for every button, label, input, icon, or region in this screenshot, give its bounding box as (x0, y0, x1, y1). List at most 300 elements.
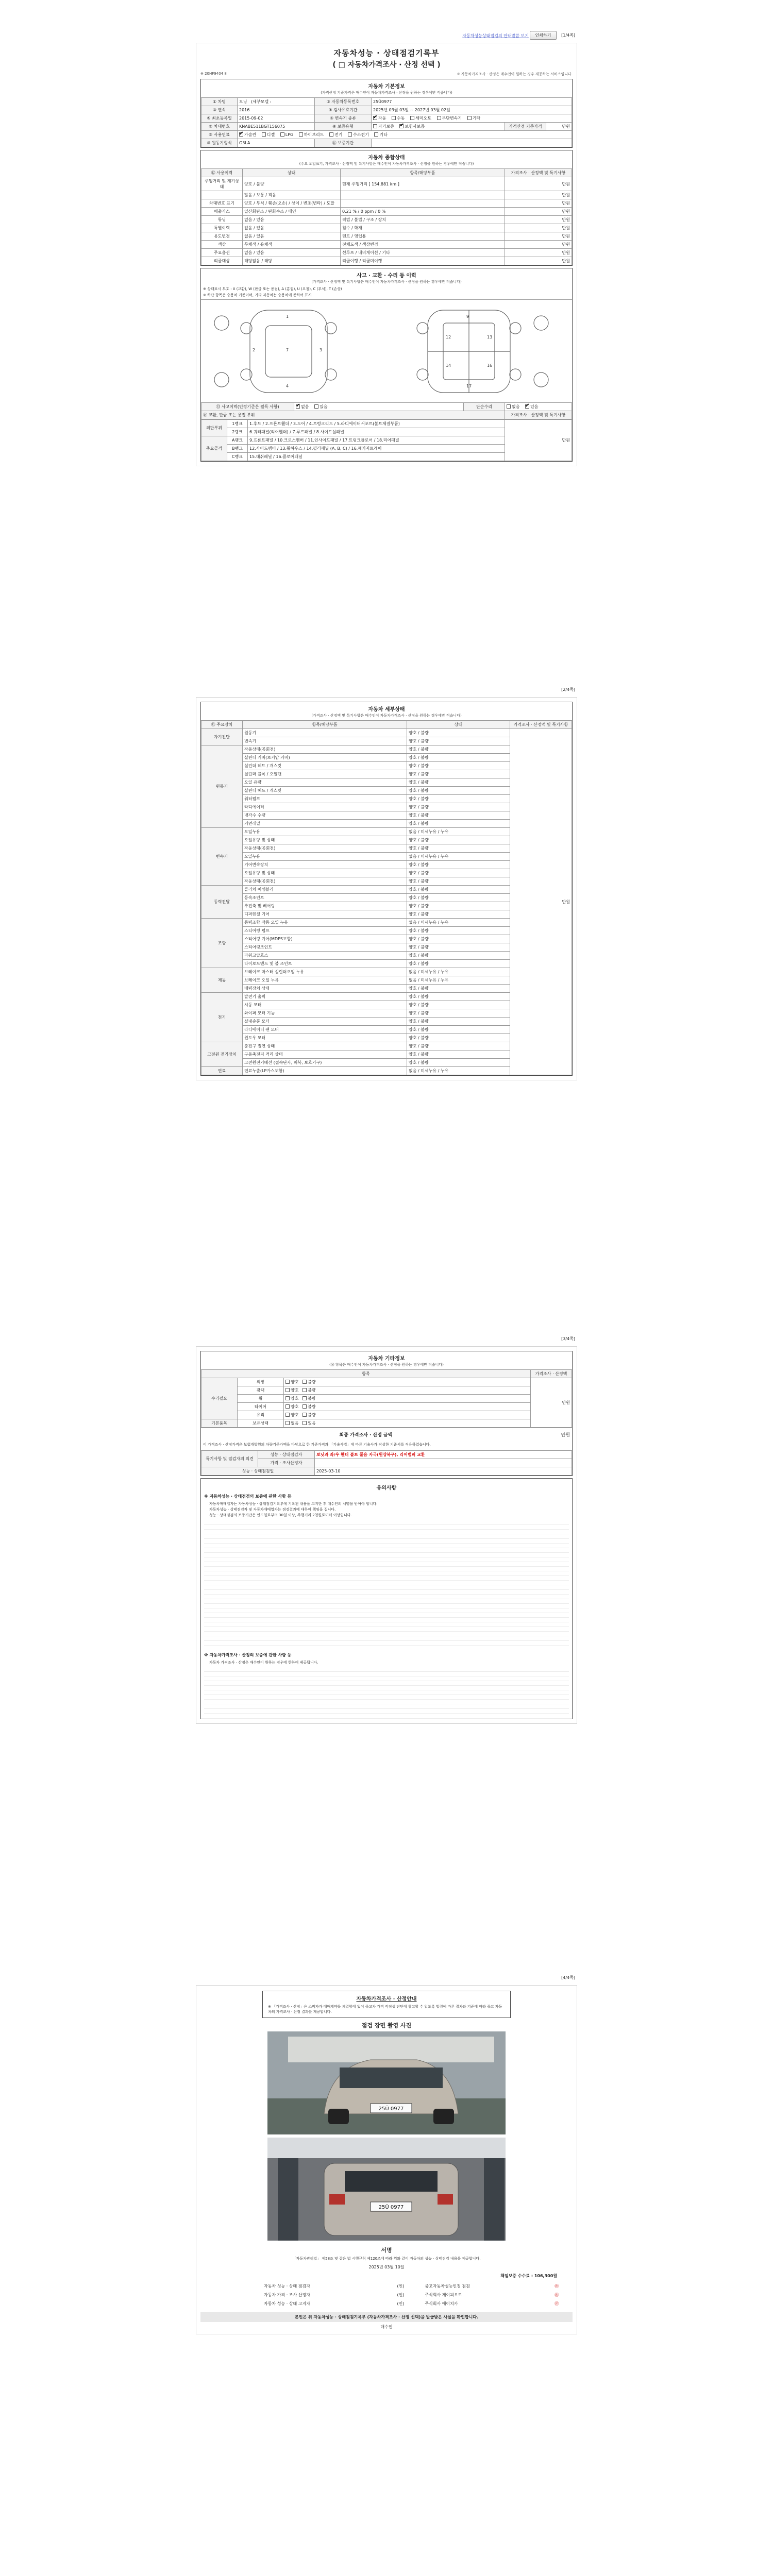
detail-group-label: 변속기 (201, 828, 243, 886)
checkbox-insurance-warranty[interactable] (399, 124, 404, 128)
detail-item-state[interactable]: 양호 / 불량 (407, 737, 510, 745)
status-note: (주요 오일표기, 가격조사 · 산정액 및 특기사항은 매수인이 자동차가격조사 · 산정을 원하는 경우에만 적습니다) (299, 162, 474, 166)
detail-item-state[interactable]: 양호 / 불량 (407, 869, 510, 877)
other-row-options: 양호 불량 (284, 1395, 531, 1403)
detail-item-state[interactable]: 없음 / 미세누유 / 누유 (407, 1067, 510, 1075)
photo-area (267, 2031, 506, 2241)
special-label: 특기사항 및 점검자의 의견 (201, 1451, 258, 1467)
basic-info-section (200, 79, 573, 148)
other-col-price: 가격조사 · 산정액 (531, 1370, 572, 1378)
detail-item-state[interactable]: 양호 / 불량 (407, 910, 510, 919)
detail-item-label: 타이로드엔드 및 볼 조인트 (243, 960, 407, 968)
checkbox-electric[interactable] (329, 132, 333, 137)
car-name-label: ① 차명 (201, 98, 238, 106)
signer-mark: (인) (397, 2293, 405, 2297)
checkbox-bad[interactable] (303, 1396, 307, 1400)
page-2-topbar (196, 683, 577, 697)
first-reg-label: ⑤ 최초등록일 (201, 114, 238, 123)
document-note: ※ 자동차가격조사 · 산정은 매수인이 원하는 경우 제공하는 서비스임니다. (457, 72, 573, 76)
signer-company: 주식회사 제이피오토 (425, 2293, 462, 2297)
simple-repair-label: 단순수리 (464, 403, 505, 411)
car-diagram-svg (201, 300, 572, 403)
confirmation-footer: 본인은 위 자동차성능 · 상태점검기록부 (자동차가격조사 · 산정 선택)을 발급받은 사실을 확인합니다. (200, 2312, 573, 2322)
special-table (201, 1450, 572, 1476)
checkbox-semi[interactable] (410, 116, 414, 120)
checkbox-good[interactable] (285, 1404, 290, 1409)
svg-text:14: 14 (446, 363, 451, 368)
sign-text: 「자동차관리법」 제58조 및 같은 법 시행규칙 제120조에 따라 위와 같이 자동차의 성능 · 상태점검 내용을 제공합니다. (292, 2257, 481, 2261)
photo-rear-car (267, 2138, 506, 2241)
rank-1: 1랭크 (227, 420, 248, 428)
status-row-state: 없음 / 있음 (243, 216, 341, 224)
accident-history-options: ✔ 없음 있음 (294, 403, 464, 411)
other-row-label: 외장 (238, 1378, 284, 1386)
svg-text:1: 1 (286, 314, 289, 319)
year-label: ③ 연식 (201, 106, 238, 114)
detail-item-label: 디퍼렌셜 기어 (243, 910, 407, 919)
checkbox-good[interactable] (285, 1388, 290, 1392)
detail-item-state[interactable]: 양호 / 불량 (407, 811, 510, 820)
other-col-item: 항목 (201, 1370, 531, 1378)
status-row (201, 249, 572, 257)
accident-section (200, 268, 573, 462)
car-diagram (201, 299, 572, 402)
detail-item-label: 라디에이터 (243, 803, 407, 811)
page-1 (196, 28, 577, 466)
checkbox-repair[interactable] (525, 404, 529, 409)
other-row-options: 양호 불량 (284, 1403, 531, 1411)
detail-item-state[interactable]: 양호 / 불량 (407, 1034, 510, 1042)
document-subtitle: ( □ 자동차가격조사 · 산정 선택 ) (332, 61, 441, 69)
status-row-unit: 만원 (505, 216, 572, 224)
detail-item-label: 오일유량 및 상태 (243, 836, 407, 844)
detail-item-label: 고전원전기배선 (접속단자, 피복, 보호기구) (243, 1059, 407, 1067)
basic-info-table (201, 97, 572, 147)
detail-group-label: 전기 (201, 993, 243, 1042)
other-row-label: 유리 (238, 1411, 284, 1419)
parts-unit: 만원 (505, 420, 572, 461)
detail-group-label: 동력전달 (201, 886, 243, 919)
detail-item-state[interactable]: 양호 / 불량 (407, 993, 510, 1001)
warranty-options: 자가보증 ✔ 보험사보증 (372, 123, 505, 131)
vin-value: KNABE511BGT156075 (238, 123, 315, 131)
detail-item-state[interactable]: 양호 / 불량 (407, 1018, 510, 1026)
engine-value: G3LA (238, 139, 315, 147)
detail-item-label: 라디에이터 팬 모터 (243, 1026, 407, 1034)
photo-rear-plate: 25Ü 0977 (378, 2205, 404, 2210)
svg-text:9: 9 (466, 314, 469, 319)
signer-role: 자동차 성능 · 상태 점검자 (264, 2284, 310, 2289)
signer-role: 자동차 가격 · 조사 산정자 (264, 2293, 310, 2297)
checkbox-good[interactable] (285, 1413, 290, 1417)
status-row-item: 침수 / 화재 (341, 224, 505, 232)
status-row-label: 배출가스 (201, 208, 243, 216)
status-row-label: 리콜대상 (201, 257, 243, 265)
guide-link[interactable]: 자동차성능상태점검의 안내말씀 보기 (462, 33, 529, 38)
checkbox-hybrid[interactable] (299, 132, 303, 137)
detail-item-state[interactable]: 양호 / 불량 (407, 745, 510, 754)
detail-group-label: 고전원 전기장치 (201, 1042, 243, 1067)
detail-item-state[interactable]: 양호 / 불량 (407, 877, 510, 886)
svg-text:12: 12 (446, 335, 451, 340)
checkbox-cvt[interactable] (437, 116, 441, 120)
final-price-desc: 이 가격조사 · 산정가격은 보험개발원의 차량기준가액을 바탕으로 한 기준가격과 「기술사법」에 따른 기술사가 작성한 기준서를 적용하였습니다. (203, 1443, 431, 1447)
status-table (201, 168, 572, 265)
detail-item-label: 실린더 헤드 / 개스킷 (243, 762, 407, 770)
warranty-period-value (372, 139, 572, 147)
detail-item-label: 작동상태(공회전) (243, 844, 407, 853)
checkbox-accident[interactable] (314, 404, 318, 409)
status-row-unit: 만원 (505, 232, 572, 241)
status-row (201, 208, 572, 216)
final-price-unit: 만원 (561, 1433, 570, 1438)
checkbox-fuel-other[interactable] (374, 132, 378, 137)
detail-item-label: 스티어링 펌프 (243, 927, 407, 935)
detail-item-label: 오일누유 (243, 853, 407, 861)
svg-text:13: 13 (487, 335, 493, 340)
detail-item-label: 클러치 어셈블리 (243, 886, 407, 894)
year-value: 2016 (238, 106, 315, 114)
signer-company: 주식회사 에이치카 (425, 2301, 458, 2306)
detail-item-state[interactable]: 양호 / 불량 (407, 902, 510, 910)
status-row-label: 색상 (201, 241, 243, 249)
svg-text:3: 3 (320, 348, 323, 352)
photo-title: 점검 장면 촬영 사진 (361, 2022, 412, 2029)
detail-group-label: 자기진단 (201, 729, 243, 745)
basic-info-note: (가격산정 기준가격은 매수인이 자동차가격조사 · 산정을 원하는 경우에만 적습니다) (321, 91, 452, 95)
detail-item-state[interactable]: 양호 / 불량 (407, 935, 510, 943)
detail-item-state[interactable]: 양호 / 불량 (407, 952, 510, 960)
outer-parts-1: 1.후드 / 2.프론트휀더 / 3.도어 / 4.트렁크리드 / 5.라디에이터서포트(볼트체결부품) (248, 420, 505, 428)
status-header-item: 항목/해당부품 (341, 169, 505, 177)
other-row-options: 양호 불량 (284, 1411, 531, 1419)
checkbox-has[interactable] (303, 1421, 307, 1425)
checkbox-good[interactable] (285, 1396, 290, 1400)
appraisal-guide-title: 자동차가격조사 · 산정안내 (356, 1996, 417, 2002)
detail-item-state[interactable]: 양호 / 불량 (407, 803, 510, 811)
status-row-unit: 만원 (505, 257, 572, 265)
frame-parts-a: 9.프론트패널 / 10.크로스멤버 / 11.인사이드패널 / 17.트렁크플로어 / 18.리어패널 (248, 436, 505, 445)
status-row-unit: 만원 (505, 208, 572, 216)
signer-role: 자동차 성능 · 상태 고지자 (264, 2301, 310, 2306)
checkbox-diesel[interactable] (262, 132, 266, 137)
detail-item-state[interactable]: 양호 / 불량 (407, 795, 510, 803)
status-title: 자동차 종합상태 (368, 155, 405, 161)
special-appraiser-label: 가격 · 조사산정자 (258, 1459, 315, 1467)
status-row (201, 232, 572, 241)
signer-mark: (인) (397, 2301, 405, 2306)
rank-c: C랭크 (227, 453, 248, 461)
detail-item-label: 구동축전지 격리 상태 (243, 1050, 407, 1059)
detail-item-state[interactable]: 양호 / 불량 (407, 861, 510, 869)
detail-item-state[interactable]: 양호 / 불량 (407, 943, 510, 952)
status-row (201, 199, 572, 208)
detail-item-state[interactable]: 없음 / 미세누유 / 누유 (407, 828, 510, 836)
detail-item-label: 실린더 블록 / 오일팬 (243, 770, 407, 778)
checkbox-bad[interactable] (303, 1413, 307, 1417)
detail-item-state[interactable]: 양호 / 불량 (407, 836, 510, 844)
inspect-value: 2025년 03월 03일 ~ 2027년 03월 02일 (372, 106, 572, 114)
detail-item-label: 변속기 (243, 737, 407, 745)
other-row-label: 보유상태 (238, 1419, 284, 1428)
checkbox-manual[interactable] (392, 116, 396, 120)
detail-item-state[interactable]: 양호 / 불량 (407, 754, 510, 762)
page-4-topbar (196, 1971, 577, 1985)
detail-item-state[interactable]: 없음 / 미세누유 / 누유 (407, 919, 510, 927)
appraisal-guide-text: ※ 「가격조사 · 산정」은 소비자가 매매계약을 체결함에 있어 중고차 가격 적정성 판단에 참고할 수 있도록 법령에 따른 절차와 기준에 따라 중고 자동차의 가격조사 · 산정 결과를 제공합니다. (268, 2005, 502, 2014)
detail-item-state[interactable]: 양호 / 불량 (407, 1009, 510, 1018)
detail-item-state[interactable]: 양호 / 불량 (407, 1042, 510, 1050)
page-number: [3/4쪽] (561, 1336, 575, 1341)
other-info-note: (⑯ 항목은 매수인이 자동차가격조사 · 산정을 원하는 경우에만 적습니다) (329, 1363, 444, 1367)
detail-item-state[interactable]: 양호 / 불량 (407, 820, 510, 828)
detail-item-label: 브레이크 오일 누유 (243, 976, 407, 985)
svg-text:16: 16 (487, 363, 493, 368)
svg-text:7: 7 (286, 348, 289, 352)
detail-item-state[interactable]: 양호 / 불량 (407, 729, 510, 737)
price-unit: 만원 (546, 123, 572, 131)
status-row-unit: 만원 (505, 191, 572, 199)
status-row (201, 191, 572, 199)
checkbox-lpg[interactable] (280, 132, 284, 137)
page-2 (196, 683, 577, 1080)
checkbox-hydrogen[interactable] (348, 132, 352, 137)
notice-item: 성능 · 상태점검의 보증기간은 인도일로부터 30일 이상, 주행거리 2천킬로미터 이상입니다. (209, 1513, 352, 1517)
status-section (200, 150, 573, 266)
page-4 (196, 1971, 577, 2334)
status-row-label: 용도변경 (201, 232, 243, 241)
detail-group-label: 원동기 (201, 745, 243, 828)
detail-item-label: 기어변속장치 (243, 861, 407, 869)
other-row-options: 양호 불량 (284, 1386, 531, 1395)
other-row-label: 휠 (238, 1395, 284, 1403)
inspection-date-value: 2025-03-10 (315, 1467, 572, 1476)
detail-item-state[interactable]: 양호 / 불량 (407, 1001, 510, 1009)
detail-group-label: 조향 (201, 919, 243, 968)
status-row-item: 리콜이행 / 리콜미이행 (341, 257, 505, 265)
page-3-topbar (196, 1332, 577, 1346)
detail-item-label: 동력조향 작동 오일 누유 (243, 919, 407, 927)
detail-price-unit: 만원 (510, 729, 572, 1075)
detail-item-label: 오일유량 및 상태 (243, 869, 407, 877)
inspect-label: ④ 검사유효기간 (315, 106, 372, 114)
checkbox-good[interactable] (285, 1380, 290, 1384)
inspection-date-label: 성능 · 상태점검일 (201, 1467, 315, 1476)
checkbox-bad[interactable] (303, 1404, 307, 1409)
sheet-1 (196, 43, 577, 466)
parts-price-head: 가격조사 · 산정액 및 특기사항 (505, 411, 572, 419)
rank-2: 2랭크 (227, 428, 248, 436)
status-row-state: 일산화탄소 / 탄화수소 / 매연 (243, 208, 341, 216)
notice-title: 유의사항 (376, 1485, 397, 1491)
parts-table (201, 419, 572, 461)
checkbox-auto[interactable] (373, 116, 377, 120)
accident-note: (가격조사 · 산정액 및 특기사항은 매수인이 자동차가격조사 · 산정을 원하는 경우에만 적습니다) (311, 280, 462, 284)
other-row-options: 양호 불량 (284, 1378, 531, 1386)
status-row (201, 216, 572, 224)
car-name-value: 모닝 (세부모델 : (238, 98, 315, 106)
warranty-period-label: ⑪ 보증기간 (315, 139, 372, 147)
status-row-unit: 만원 (505, 241, 572, 249)
status-row-state: 없음 / 있음 (243, 249, 341, 257)
detail-item-label: 워터펌프 (243, 795, 407, 803)
status-header-usage: ⑫ 사용이력 (201, 169, 243, 177)
other-row-options: 없음 있음 (284, 1419, 531, 1428)
fuel-options: ✔ 가솔린 디젤 LPG 하이브리드 전기 수소전기 기타 (238, 131, 572, 139)
accident-table (201, 402, 572, 419)
status-row-label: 특별이력 (201, 224, 243, 232)
other-info-section (200, 1351, 573, 1476)
svg-text:2: 2 (253, 348, 256, 352)
detail-item-label: 실린더 커버(로커암 커버) (243, 754, 407, 762)
detail-item-state[interactable]: 양호 / 불량 (407, 770, 510, 778)
simple-repair-options: 없음 ✔ 있음 (505, 403, 572, 411)
detail-item-state[interactable]: 양호 / 불량 (407, 844, 510, 853)
status-row-item: 현재 주행거리 [ 154,881 km ] (341, 177, 505, 191)
special-inspector-label: 성능 · 상태점검자 (258, 1451, 315, 1459)
detail-item-state[interactable]: 양호 / 불량 (407, 1059, 510, 1067)
notice-body-text (204, 1520, 569, 1649)
detail-item-state[interactable]: 양호 / 불량 (407, 778, 510, 787)
detail-item-label: 와이퍼 모터 기능 (243, 1009, 407, 1018)
page-3 (196, 1332, 577, 1724)
detail-row (201, 729, 572, 737)
status-header-state: 상태 (243, 169, 341, 177)
page-number: [1/4쪽] (561, 33, 575, 38)
status-row-item (341, 191, 505, 199)
detail-item-label: 발전기 출력 (243, 993, 407, 1001)
svg-text:4: 4 (286, 384, 289, 388)
sheet-2 (196, 697, 577, 1080)
frame-label: 주요골격 (201, 436, 227, 461)
accident-legend-2: ※ 하단 항목은 승용차 기준이며, 기타 자동차는 승용차에 준하여 표시 (203, 293, 312, 297)
other-info-title: 자동차 기타정보 (368, 1356, 405, 1362)
signer-company: 중고자동차성능인정 점검 (425, 2284, 470, 2289)
sign-date: 2025년 03월 10일 (368, 2265, 405, 2269)
other-info-table (201, 1369, 572, 1428)
detail-item-state[interactable]: 양호 / 불량 (407, 1026, 510, 1034)
detail-item-state[interactable]: 양호 / 불량 (407, 886, 510, 894)
detail-item-label: 시동 모터 (243, 1001, 407, 1009)
seal-icon: ㊞ (554, 2293, 559, 2297)
detail-item-state[interactable]: 없음 / 미세누유 / 누유 (407, 853, 510, 861)
frame-parts-c: 15.대쉬패널 / 16.플로어패널 (248, 453, 505, 461)
detail-item-label: 연료누출(LP가스포함) (243, 1067, 407, 1075)
notice-subtitle-1: ※ 자동차성능 · 상태점검의 보증에 관한 사항 등 (204, 1494, 292, 1499)
status-row-state: 없음 / 있음 (243, 224, 341, 232)
signature-table (200, 2282, 573, 2308)
checkbox-bad[interactable] (303, 1388, 307, 1392)
rank-b: B랭크 (227, 445, 248, 453)
detail-item-label: 배력장치 상태 (243, 985, 407, 993)
detail-header-device: ⑮ 주요장치 (201, 721, 243, 729)
trans-label: ⑥ 변속기 종류 (315, 114, 372, 123)
status-row-item: 렌트 / 영업용 (341, 232, 505, 241)
status-row-item: 전체도색 / 색상변경 (341, 241, 505, 249)
detail-item-state[interactable]: 없음 / 미세누유 / 누유 (407, 976, 510, 985)
final-price-title: 최종 가격조사 · 산정 금액 (339, 1433, 393, 1438)
fuel-label: ⑨ 사용연료 (201, 131, 238, 139)
detail-item-label: 충전구 절연 상태 (243, 1042, 407, 1050)
status-row-state: 양호 / 부식 / 훼손(오손) / 상이 / 변조(변타) / 도말 (243, 199, 341, 208)
status-row-unit: 만원 (505, 177, 572, 191)
warranty-fee: 책임보증 수수료 : 106,300원 (500, 2274, 557, 2278)
checkbox-other[interactable] (467, 116, 472, 120)
notice-item: 자동차성능 · 상태점검자 및 자동차매매업자는 점검결과에 대하여 책임을 집니다. (209, 1507, 336, 1512)
other-row-label: 광택 (238, 1386, 284, 1395)
photo-rear (267, 2138, 506, 2241)
seal-icon: ㊞ (554, 2284, 559, 2289)
status-row-state: 해당없음 / 해당 (243, 257, 341, 265)
rank-a: A랭크 (227, 436, 248, 445)
notice-item: 자동차매매업자는 자동차성능 · 상태점검기록부에 기록된 내용을 고지한 후 매수인의 서명을 받아야 합니다. (209, 1502, 378, 1506)
detail-item-state[interactable]: 양호 / 불량 (407, 985, 510, 993)
other-price-unit: 만원 (531, 1378, 572, 1428)
status-row-unit: 만원 (505, 224, 572, 232)
detail-item-label: 스티어링 기어(MDPS포함) (243, 935, 407, 943)
checkbox-no-repair[interactable] (507, 404, 511, 409)
trans-options: ✔ 자동 수동 세미오토 무단변속기 기타 (372, 114, 572, 123)
appraisal-guide-box (262, 1991, 511, 2018)
status-row (201, 241, 572, 249)
engine-label: ⑩ 원동기형식 (201, 139, 238, 147)
detail-item-state[interactable]: 양호 / 불량 (407, 1050, 510, 1059)
detail-group-label: 제동 (201, 968, 243, 993)
detail-item-label: 오일 유량 (243, 778, 407, 787)
detail-table (201, 720, 572, 1075)
status-row-label: 주행거리 및 계기상태 (201, 177, 243, 191)
final-price-row (201, 1428, 572, 1441)
group-repair: 수리필요 (201, 1378, 238, 1419)
detail-item-state[interactable]: 양호 / 불량 (407, 762, 510, 770)
checkbox-bad[interactable] (303, 1380, 307, 1384)
detail-item-state[interactable]: 양호 / 불량 (407, 894, 510, 902)
vin-label: ⑦ 차대번호 (201, 123, 238, 131)
detail-item-label: 냉각수 수량 (243, 811, 407, 820)
detail-header-item: 항목/해당부품 (243, 721, 407, 729)
checkbox-none[interactable] (285, 1421, 290, 1425)
detail-item-state[interactable]: 없음 / 미세누유 / 누유 (407, 968, 510, 976)
sheet-3 (196, 1346, 577, 1724)
detail-item-label: 파워고압호스 (243, 952, 407, 960)
document-meta (200, 72, 573, 77)
detail-item-label: 윈도우 모터 (243, 1034, 407, 1042)
reg-no-label: ② 자동차등록번호 (315, 98, 372, 106)
notice-section (200, 1478, 573, 1719)
status-row-label: 튜닝 (201, 216, 243, 224)
status-header-price: 가격조사 · 산정액 및 특기사항 (505, 169, 572, 177)
detail-item-state[interactable]: 양호 / 불량 (407, 927, 510, 935)
status-row-label: 주요옵션 (201, 249, 243, 257)
status-row-item: 0.21 % / 0 ppm / 0 % (341, 208, 505, 216)
sign-title: 서명 (381, 2247, 392, 2253)
status-row (201, 224, 572, 232)
checkbox-self-warranty[interactable] (373, 124, 377, 128)
detail-item-label: 원동기 (243, 729, 407, 737)
special-appraiser-value (315, 1459, 572, 1467)
checkbox-gasoline[interactable] (239, 132, 243, 137)
detail-group-label: 연료 (201, 1067, 243, 1075)
page-number: [4/4쪽] (561, 1975, 575, 1980)
price-label: 가격산정 기준가격 (505, 123, 546, 131)
checkbox-no-accident[interactable] (296, 404, 300, 409)
document-number: ※ 20HF9404 8 (200, 72, 227, 76)
photo-front (267, 2031, 506, 2134)
detail-item-state[interactable]: 양호 / 불량 (407, 787, 510, 795)
print-button[interactable]: 인쇄하기 (530, 31, 557, 40)
detail-item-label: 실내송풍 모터 (243, 1018, 407, 1026)
detail-item-state[interactable]: 양호 / 불량 (407, 960, 510, 968)
